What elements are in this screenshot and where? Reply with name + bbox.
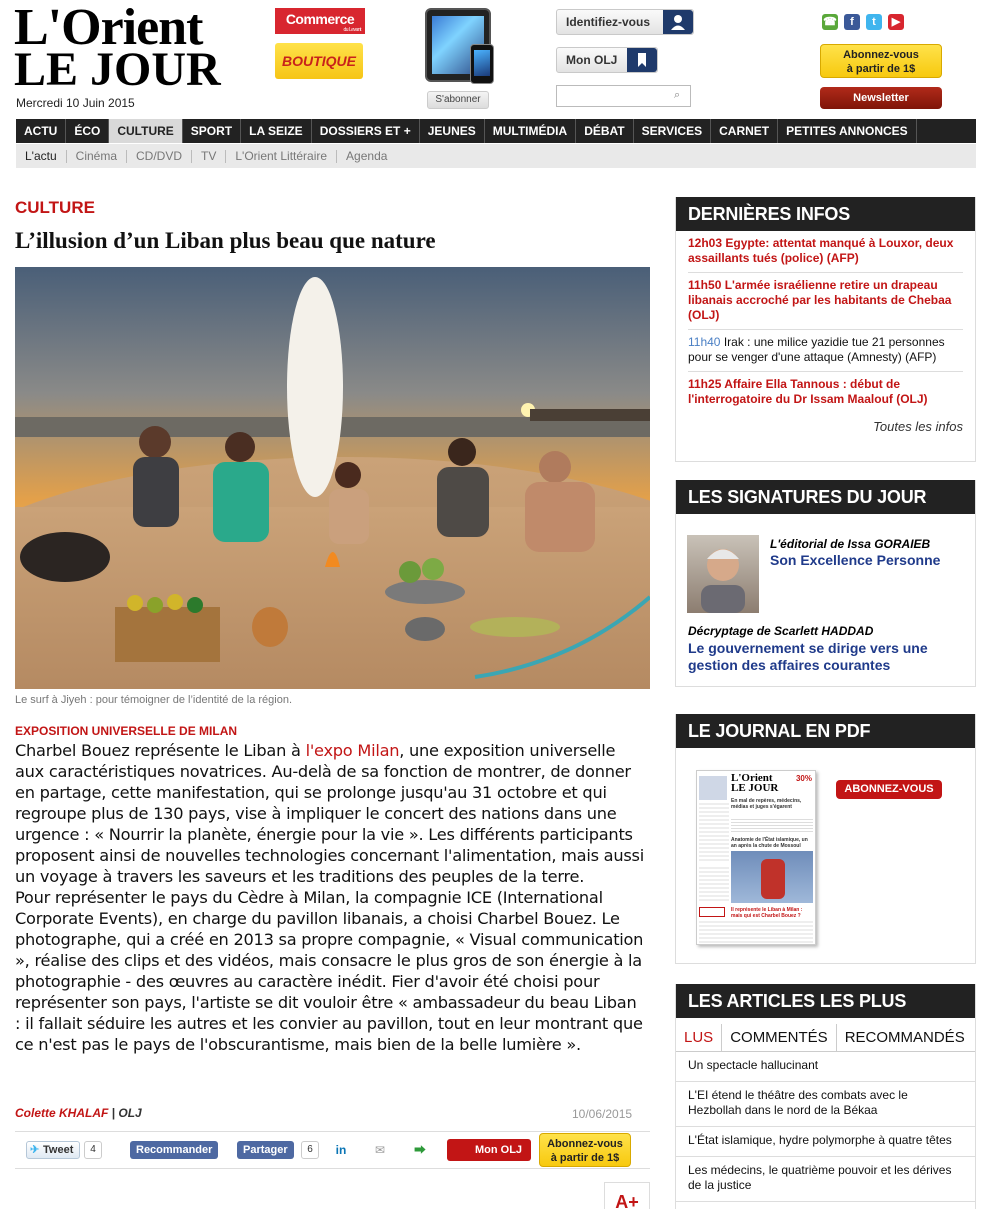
news-item[interactable]: 11h25 Affaire Ella Tannous : début de l'interrogatoire du Dr Issam Maalouf (OLJ) <box>688 377 928 406</box>
tweet-button[interactable] <box>26 1141 80 1159</box>
search-input[interactable] <box>556 85 691 107</box>
share-count: 6 <box>301 1141 319 1159</box>
nav-item-petites-annonces[interactable]: PETITES ANNONCES <box>778 119 917 143</box>
subscribe-button-small[interactable] <box>539 1133 631 1167</box>
phone-icon[interactable]: ☎ <box>823 16 837 28</box>
tweet-label: Tweet <box>43 1144 74 1156</box>
nav-item-debat[interactable]: DÉBAT <box>576 119 633 143</box>
news-item[interactable]: 11h50 L'armée israélienne retire un drapeau libanais accroché par les habitants de Chebaa (OLJ) <box>688 273 963 330</box>
subnav-item-cd-dvd[interactable]: CD/DVD <box>127 150 192 163</box>
nav-item-services[interactable]: SERVICES <box>634 119 711 143</box>
pdf-logo-line-2: LE JOUR <box>731 782 779 794</box>
nav-item-la-seize[interactable]: LA SEIZE <box>241 119 312 143</box>
signature-1-title[interactable]: Son Excellence Personne <box>770 552 941 568</box>
linkedin-icon[interactable]: in <box>335 1143 347 1157</box>
twitter-icon[interactable]: t <box>866 14 882 30</box>
popular-tabs <box>676 1024 975 1052</box>
popular-list <box>676 1052 975 1202</box>
login-label: Identifiez-vous <box>566 15 651 29</box>
nav-item-sport[interactable]: SPORT <box>183 119 241 143</box>
list-item[interactable]: L'EI étend le théâtre des combats avec le Hezbollah dans le nord de la Békaa <box>676 1082 975 1127</box>
my-olj-save-label: Mon OLJ <box>475 1144 523 1156</box>
article-paragraph-2: Pour représenter le pays du Cèdre à Milan, la compagnie ICE (International Corporate Events), en charge du pavillon libanais, a choisi Charbel Bouez. Le photographe, qui a créé en 2013 sa propre compagnie, « Visual communication », réalise des clips et des vidéos, mais consacre le plus gros de son énergie à la photographie - des œuvres au caractère inédit. Fier d'avoir été choisi pour représenter son pays, l'artiste se dit vouloir être « ambassadeur du beau Liban : il fallait séduire les autres et les convier au pavillon, tout en leur montrant que ce n'est pas le pays de l'obscurantisme, mais bien de la belle lumière ». <box>15 888 644 1054</box>
subnav-item-tv[interactable]: TV <box>192 150 226 163</box>
article-body <box>15 740 645 1055</box>
divider <box>15 1168 650 1169</box>
sub-nav <box>16 144 976 168</box>
photo-caption: Le surf à Jiyeh : pour témoigner de l’identité de la région. <box>15 694 292 706</box>
nav-item-actu[interactable]: ACTU <box>16 119 66 143</box>
commerce-sub-label: du Levant <box>343 27 361 33</box>
article-paragraph-1: Charbel Bouez représente le Liban à l'expo Milan, une exposition universelle aux caractéristiques novatrices. Au-delà de sa fonction de montrer, de donner en partage, cette manifestation, qui se prolonge jusqu'au 31 octobre et qui regroupe plus de 130 pays, vise à impliquer le concert des nations dans une urgence : « Nourrir la planète, énergie pour la vie ». Les différents participants proposent ainsi de nouvelles technologies concernant l'alimentation, mais aussi un voyage à travers les saveurs et les traditions des peuples de la terre. <box>15 741 644 886</box>
my-olj-label: Mon OLJ <box>566 53 618 67</box>
all-news-link[interactable]: Toutes les infos <box>873 419 963 434</box>
article-photo <box>15 267 650 689</box>
pdf-subscribe-button[interactable]: ABONNEZ-VOUS <box>836 780 942 799</box>
facebook-recommend-button[interactable] <box>130 1141 218 1159</box>
share-label: Partager <box>243 1144 288 1156</box>
signatures-heading: LES SIGNATURES DU JOUR <box>676 480 975 514</box>
pdf-front-page-thumbnail[interactable] <box>696 770 816 945</box>
article-title: L’illusion d’un Liban plus beau que nature <box>15 228 436 253</box>
commerce-du-levant-link[interactable] <box>275 8 365 34</box>
popular-heading: LES ARTICLES LES PLUS <box>676 984 975 1018</box>
nav-item-carnet[interactable]: CARNET <box>711 119 778 143</box>
pdf-headline-3: Il représente le Liban à Milan : mais qui est Charbel Bouez ? <box>731 907 803 919</box>
author-avatar[interactable] <box>687 535 759 613</box>
nav-item-multimedia[interactable]: MULTIMÉDIA <box>485 119 576 143</box>
nav-item-jeunes[interactable]: JEUNES <box>420 119 485 143</box>
subscribe-button[interactable] <box>820 44 942 78</box>
subnav-item-agenda[interactable]: Agenda <box>346 148 388 163</box>
font-size-increase-button[interactable]: A+ <box>604 1182 650 1209</box>
main-nav <box>16 119 976 143</box>
subscribe-small-line-1: Abonnez-vous <box>547 1138 623 1150</box>
pdf-headline-1: En mal de repères, médecins, médias et juges s'égarent <box>731 798 802 810</box>
pdf-logo-line-1: L'Orient <box>731 772 773 784</box>
subnav-item-cinema[interactable]: Cinéma <box>67 150 127 163</box>
logo-line-2: LE JOUR <box>14 43 221 97</box>
tab-lus[interactable]: LUS <box>676 1024 722 1051</box>
latest-news-box <box>675 197 976 462</box>
subnav-item-orient-litteraire[interactable]: L'Orient Littéraire <box>226 150 337 163</box>
boutique-button[interactable]: BOUTIQUE <box>275 43 363 79</box>
subscribe-small-line-2: à partir de 1$ <box>550 1152 620 1164</box>
list-item[interactable]: Les médecins, le quatrième pouvoir et les dérives de la justice <box>676 1157 975 1202</box>
search-icon[interactable]: ⌕ <box>674 89 681 101</box>
nav-item-dossiers[interactable]: DOSSIERS ET + <box>312 119 420 143</box>
article-section-label: CULTURE <box>15 198 95 217</box>
divider <box>15 1131 650 1132</box>
subscribe-line-2: à partir de 1$ <box>846 63 916 75</box>
nav-item-culture[interactable]: CULTURE <box>109 119 182 143</box>
my-olj-save-button[interactable] <box>447 1139 531 1161</box>
bookmark-icon <box>627 48 657 72</box>
share-icon[interactable]: ⮕ <box>413 1143 426 1157</box>
news-item[interactable]: 11h40 Irak : une milice yazidie tue 21 personnes pour se venger d'une attaque (Amnesty) (AFP) <box>688 330 963 372</box>
signature-2-author: Décryptage de Scarlett HADDAD <box>688 624 874 638</box>
signature-1-author: L'éditorial de Issa GORAIEB <box>770 537 931 551</box>
pdf-headline-2: Anatomie de l'État islamique, un an après la chute de Mossoul <box>731 837 808 849</box>
nav-item-eco[interactable]: ÉCO <box>66 119 109 143</box>
pdf-box <box>675 714 976 964</box>
user-icon <box>663 10 693 34</box>
list-item[interactable]: L'État islamique, hydre polymorphe à quatre têtes <box>676 1127 975 1157</box>
list-item[interactable]: Un spectacle hallucinant <box>676 1052 975 1082</box>
subnav-item-actu[interactable]: L'actu <box>16 150 67 163</box>
phone-promo-image[interactable] <box>470 44 494 84</box>
facebook-share-button[interactable] <box>237 1141 294 1159</box>
youtube-icon[interactable]: ▶ <box>888 14 904 30</box>
article-byline: Colette KHALAF | OLJ <box>15 1106 142 1120</box>
tab-recommandes[interactable]: RECOMMANDÉS <box>844 1029 965 1046</box>
article-subhead: EXPOSITION UNIVERSELLE DE MILAN <box>15 724 238 738</box>
signature-2-title[interactable]: Le gouvernement se dirige vers une gestion des affaires courantes <box>688 640 928 673</box>
logo-line-1: L'Orient <box>14 0 203 56</box>
article-date: 10/06/2015 <box>572 1107 633 1121</box>
facebook-icon[interactable]: f <box>844 14 860 30</box>
twitter-bird-icon: ✈ <box>30 1144 40 1156</box>
my-olj-button[interactable] <box>556 47 658 73</box>
commerce-label: Commerce <box>285 11 355 27</box>
login-button[interactable] <box>556 9 694 35</box>
tab-commentes[interactable]: COMMENTÉS <box>722 1024 837 1051</box>
popular-articles-box <box>675 984 976 1209</box>
signatures-box <box>675 480 976 687</box>
site-logo[interactable] <box>14 0 229 97</box>
expo-milan-link[interactable]: l'expo Milan <box>305 741 400 760</box>
subscribe-line-1: Abonnez-vous <box>843 49 919 61</box>
recommend-label: Recommander <box>136 1144 213 1156</box>
current-date: Mercredi 10 Juin 2015 <box>16 96 135 110</box>
newsletter-button[interactable]: Newsletter <box>820 87 942 109</box>
author-link[interactable]: Colette KHALAF <box>15 1106 109 1120</box>
news-item[interactable]: 12h03 Egypte: attentat manqué à Louxor, deux assaillants tués (police) (AFP) <box>688 231 963 273</box>
email-icon[interactable]: ✉ <box>374 1143 386 1157</box>
article-source: OLJ <box>118 1106 142 1120</box>
subscribe-small-button[interactable]: S'abonner <box>427 91 489 109</box>
tweet-count: 4 <box>84 1141 102 1159</box>
latest-news-heading: DERNIÈRES INFOS <box>676 197 975 231</box>
pdf-badge: 30% <box>795 774 812 783</box>
pdf-heading: LE JOURNAL EN PDF <box>676 714 975 748</box>
latest-news-list <box>676 231 975 413</box>
